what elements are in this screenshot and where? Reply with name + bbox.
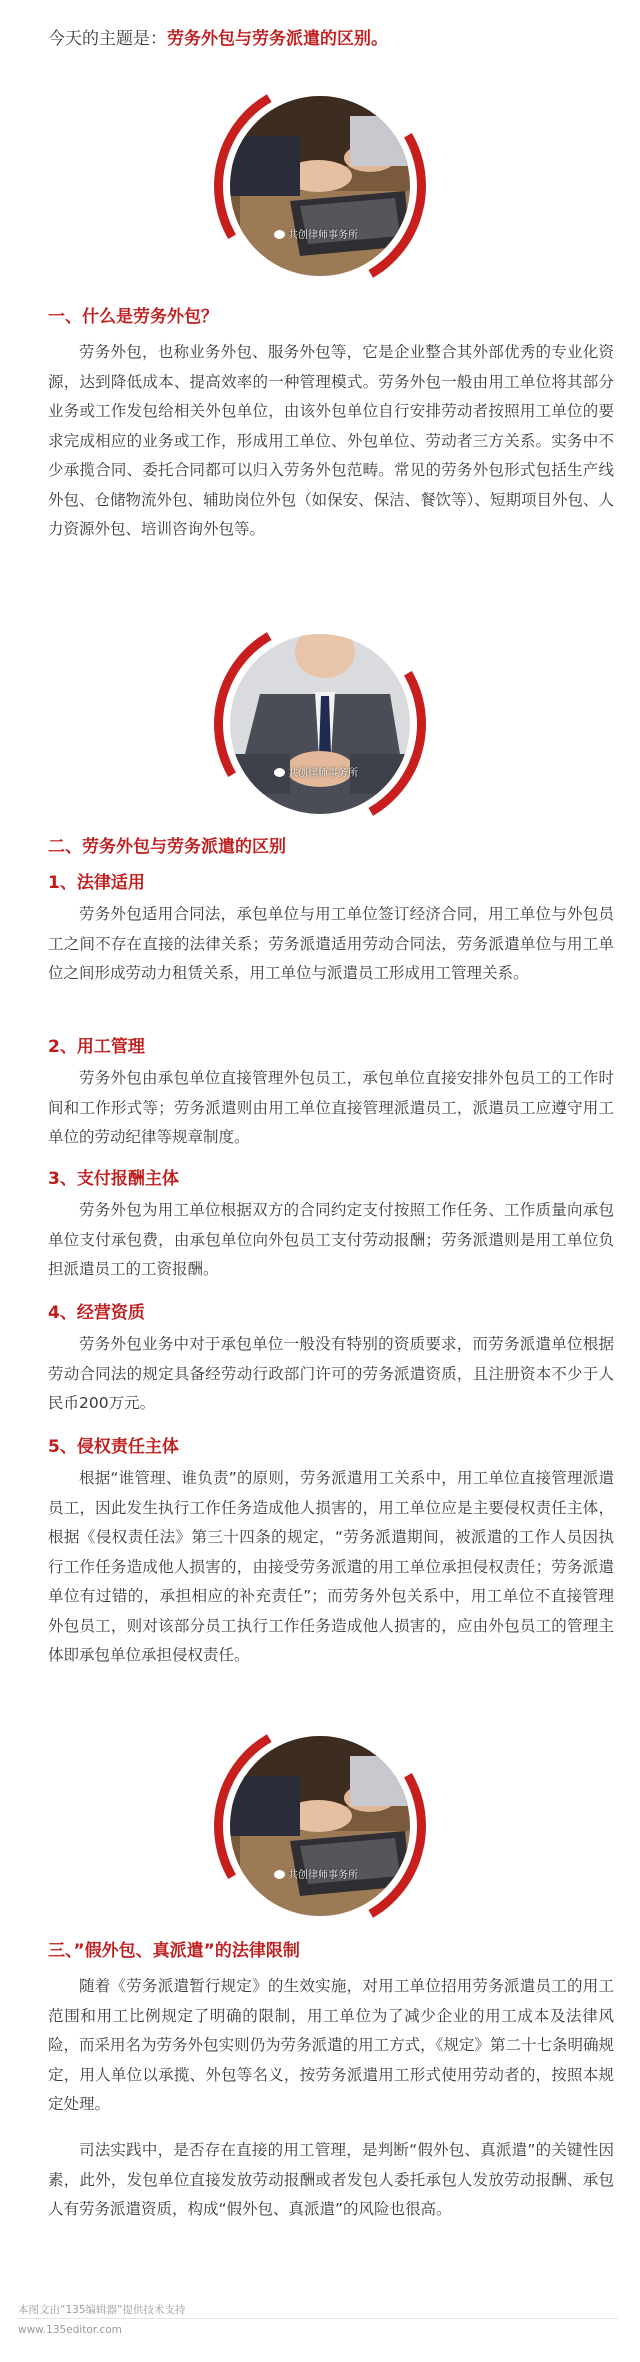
editor-credit-text: 本图文由“135编辑器”提供技术支持 — [18, 2304, 186, 2316]
photo-disc — [230, 1736, 410, 1916]
wechat-icon — [274, 1870, 285, 1879]
article-photo-handshake — [214, 618, 426, 830]
item-1-body: 劳务外包适用合同法，承包单位与用工单位签订经济合同，用工单位与外包员工之间不存在直接的法律关系；劳务派遣适用劳动合同法，劳务派遣单位与用工单位之间形成劳动力租赁关系，用工单位与派遣员工形成用工管理关系。 — [48, 905, 614, 982]
article-photo-typing-2 — [214, 1720, 426, 1932]
item-2-body: 劳务外包由承包单位直接管理外包员工，承包单位直接安排外包员工的工作时间和工作形式等；劳务派遣则由用工单位直接管理派遣员工，派遣员工应遵守用工单位的劳动纪律等规章制度。 — [48, 1069, 614, 1146]
item-4-title: 4、经营资质 — [48, 1303, 145, 1323]
item-3-body: 劳务外包为用工单位根据双方的合同约定支付按照工作任务、工作质量向承包单位支付承包费，由承包单位向外包员工支付劳动报酬；劳务派遣则是用工单位负担派遣员工的工资报酬。 — [48, 1201, 614, 1278]
item-4-body: 劳务外包业务中对于承包单位一般没有特别的资质要求，而劳务派遣单位根据劳动合同法的规定具备经劳动行政部门许可的劳务派遣资质，且注册资本不少于人民币200万元。 — [48, 1335, 614, 1412]
intro-prefix: 今天的主题是： — [48, 29, 167, 49]
footer-divider — [18, 2318, 618, 2319]
item-5-body: 根据“谁管理、谁负责”的原则，劳务派遣用工关系中，用工单位直接管理派遣员工，因此发生执行工作任务造成他人损害的，用工单位应是主要侵权责任主体，根据《侵权责任法》第三十四条的规定，“劳务派遣期间，被派遣的工作人员因执行工作任务造成他人损害的，由接受劳务派遣的用工单位承担侵权责任；劳务派遣单位有过错的，承担相应的补充责任”；而劳务外包关系中，用工单位不直接管理外包员工，则对该部分员工执行工作任务造成他人损害的，应由外包员工的管理主体即承包单位承担侵权责任。 — [48, 1469, 614, 1664]
typing-photo-image — [230, 1736, 410, 1916]
article-photo-typing — [214, 80, 426, 292]
editor-url[interactable]: www.135editor.com — [18, 2324, 122, 2336]
intro-line — [48, 18, 608, 60]
item-5-title: 5、侵权责任主体 — [48, 1437, 179, 1457]
section-2-title: 二、劳务外包与劳务派遣的区别 — [48, 837, 286, 857]
intro-topic: 劳务外包与劳务派遣的区别。 — [167, 29, 388, 49]
typing-photo-image — [230, 96, 410, 276]
handshake-photo-image — [230, 634, 410, 814]
section-3-body-1: 随着《劳务派遣暂行规定》的生效实施，对用工单位招用劳务派遣员工的用工范围和用工比例规定了明确的限制，用工单位为了减少企业的用工成本及法律风险，而采用名为劳务外包实则仍为劳务派遣的用工方式，《规定》第二十七条明确规定，用人单位以承揽、外包等名义，按劳务派遣用工形式使用劳动者的，按照本规定处理。 — [48, 1977, 614, 2113]
item-2-title: 2、用工管理 — [48, 1037, 145, 1057]
item-3-title: 3、支付报酬主体 — [48, 1169, 179, 1189]
section-1-body: 劳务外包，也称业务外包、服务外包等，它是企业整合其外部优秀的专业化资源，达到降低成本、提高效率的一种管理模式。劳务外包一般由用工单位将其部分业务或工作发包给相关外包单位，由该外包单位自行安排劳动者按照用工单位的要求完成相应的业务或工作，形成用工单位、外包单位、劳动者三方关系。实务中不少承揽合同、委托合同都可以归入劳务外包范畴。常见的劳务外包形式包括生产线外包、仓储物流外包、辅助岗位外包（如保安、保洁、餐饮等）、短期项目外包、人力资源外包、培训咨询外包等。 — [48, 343, 614, 538]
photo-disc — [230, 96, 410, 276]
section-3-title: 三、”假外包、真派遣”的法律限制 — [48, 1941, 300, 1961]
wechat-icon — [274, 230, 285, 239]
photo-watermark: 共创律师事务所 — [274, 764, 404, 779]
item-1-title: 1、法律适用 — [48, 873, 145, 893]
section-3-body-2: 司法实践中，是否存在直接的用工管理，是判断“假外包、真派遣”的关键性因素，此外，发包单位直接发放劳动报酬或者发包人委托承包人发放劳动报酬、承包人有劳务派遣资质，构成“假外包、真派遣”的风险也很高。 — [48, 2141, 614, 2218]
photo-disc — [230, 634, 410, 814]
wechat-icon — [274, 768, 285, 777]
photo-watermark: 共创律师事务所 — [274, 1866, 404, 1881]
photo-watermark: 共创律师事务所 — [274, 226, 404, 241]
section-1-title: 一、什么是劳务外包？ — [48, 307, 218, 327]
